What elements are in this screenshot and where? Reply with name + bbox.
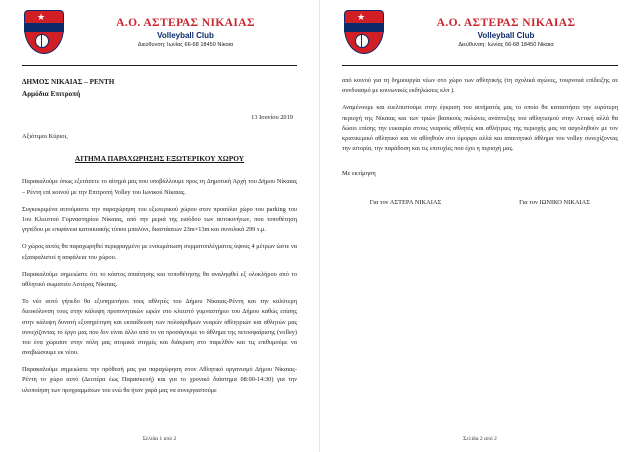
closing-line: Με εκτίμηση <box>342 170 376 178</box>
body-paragraph: Παρακαλούμε σημειώστε την πρόθεσή μας για παραχώρηση στον Αθλητικό οργανισμό Δήμου Νίκαιας-Ρέντη το χώρο αυτό (Δευτέρα έως Παρασκευή) και για το χρονικό διάστημα 08:00-14:30) για την υλοποίηση των προγραμμάτων του ενώ θα ήταν χαρά μας να συνεργαστούμε <box>22 366 297 394</box>
club-subtitle: Volleyball Club <box>157 31 214 41</box>
letterhead-text <box>394 17 618 49</box>
recipient-line-2: Αρμόδια Επιτροπή <box>22 90 81 99</box>
club-crest-icon: ★ <box>22 8 66 58</box>
body-paragraph: Αναμένουμε και ευελπιστούμε στην έγκριση του αιτήματός μας το οποίο θα καταστήσει την ευρύτερη περιοχή της Νίκαιας και των τριών βασικούς πυλώνες ανάπτυξης του αθλητισμού στην Αττική αλλά θα δώσει επίσης την ευκαιρία στους νεαρούς αθλητές και αθλήτριες της περιοχής μας να ασχοληθούν με τον κρατικεμικό αθλητικό και να αθληθούν στο όμορφο αλλά και απαιτητικό άθλημα του volley συνεχίζοντας την ιστορία, την παράδοση και τις επιτυχίες που έχει η περιοχή μας. <box>342 104 618 153</box>
signature-left: Για τον ΑΣΤΕΡΑ ΝΙΚΑΙΑΣ <box>369 199 442 207</box>
letterhead-divider <box>22 65 297 66</box>
page-footer: Σελίδα 2 από 2 <box>463 436 497 442</box>
letterhead <box>22 8 297 62</box>
salutation: Αξιότιμοι Κύριοι, <box>22 133 68 141</box>
body-paragraph: Συγκεκριμένα αιτούμαστε την παραχώρηση του εξωτερικού χώρου στον προαύλιο χώρο του parking του 1ου Κλειστού Γυμναστηρίου Νίκαιας, από την μεριά της εισόδου των αυτοκινήτων, που τοποθέτηση γηπέδου με επιφάνεια κατοικιακής τύπου μπαλόνι, διαστάσεων 23m×13m και συνολικά 299 τ.μ. <box>22 205 297 234</box>
club-address: Διεύθυνση: Ιωνίας 66-68 18450 Νίκαια <box>458 42 554 49</box>
body-paragraph: Παρακαλούμε όπως εξετάσετε το αίτημά μας που υποβάλλουμε προς τη Δημοτική Αρχή του Δήμου Νίκαιας – Ρέντη επί κοινού με την Επιτροπή Volley του Ιωνικού Νίκαιας. <box>22 178 297 196</box>
body-paragraph: Παρακαλούμε σημειώστε ότι το κόστος απαίτησης και τοποθέτησης θα αναληφθεί εξ ολοκλήρου από το αθλητικό σωματείο Αστέρας Νίκαιας. <box>22 270 297 288</box>
club-subtitle: Volleyball Club <box>477 31 535 41</box>
letterhead-text <box>74 17 297 49</box>
page-footer: Σελίδα 1 από 2 <box>142 436 177 442</box>
page-title: ΑΙΤΗΜΑ ΠΑΡΑΧΩΡΗΣΗΣ ΕΞΩΤΕΡΙΚΟΥ ΧΩΡΟΥ <box>74 154 245 164</box>
body-paragraph: Το νέο αυτό γήπεδο θα εξυπηρετήσει τους αθλητές του Δήμου Νίκαιας-Ρέντη και την καλύτερη διευκόλυνση τους στην κάλυψη προπονητικών ωρών στο κλειστό γυμναστήριο του Δήμου καθώς επίσης στην κάλυψη δυνατή εξυπηρέτηση και εκπαίδευση των πολυάριθμων νεαρών αθλητριών και αθλητών μας συνεχίζοντας το έργο μας που δεν είναι άλλο από το να προσάγουμε το άθλημα της πετοσφαίρισης (volley) του ένα χώρισαν στην πόλη μας ατομικά στιγμές και διάκριση στο παρελθόν και τις επιθυμούμε να αναβιώσουμε εκ νέου. <box>22 298 297 357</box>
letterhead <box>342 8 618 62</box>
club-address: Διεύθυνση: Ιωνίας 66-68 18450 Νίκαια <box>137 42 234 49</box>
letterhead-divider <box>342 65 618 66</box>
recipient-block <box>22 76 297 100</box>
signature-right: Για τον ΙΩΝΙΚΟ ΝΙΚΑΙΑΣ <box>519 199 590 207</box>
club-name: Α.Ο. ΑΣΤΕΡΑΣ ΝΙΚΑΙΑΣ <box>116 17 255 30</box>
club-crest-icon: ★ <box>342 8 386 58</box>
document-date: 13 Ιουνίου 2019 <box>251 114 293 122</box>
document-page-2 <box>320 0 640 452</box>
body-paragraph: Ο χώρος αυτός θα παραχωρηθεί περιφραγμένο με ενσωμάτωση συρματοπλέγματος ύψους 4 μέτρων ώστε να εξασφαλιστεί η ασφάλεια του χώρου. <box>22 243 297 261</box>
body-paragraph: από κοινού για τη δημιουργία νέων στο χώρο των αθλητικής (τη σχολικά αγώνες, τουρνουά επίδειξης σε συνδυασμό με κοινωνικές εκδηλώσεις κλπ ). <box>342 77 618 95</box>
recipient-line-1: ΔΗΜΟΣ ΝΙΚΑΙΑΣ – ΡΕΝΤΗ <box>22 78 115 86</box>
signature-row <box>342 199 618 206</box>
club-name: Α.Ο. ΑΣΤΕΡΑΣ ΝΙΚΑΙΑΣ <box>436 17 576 30</box>
